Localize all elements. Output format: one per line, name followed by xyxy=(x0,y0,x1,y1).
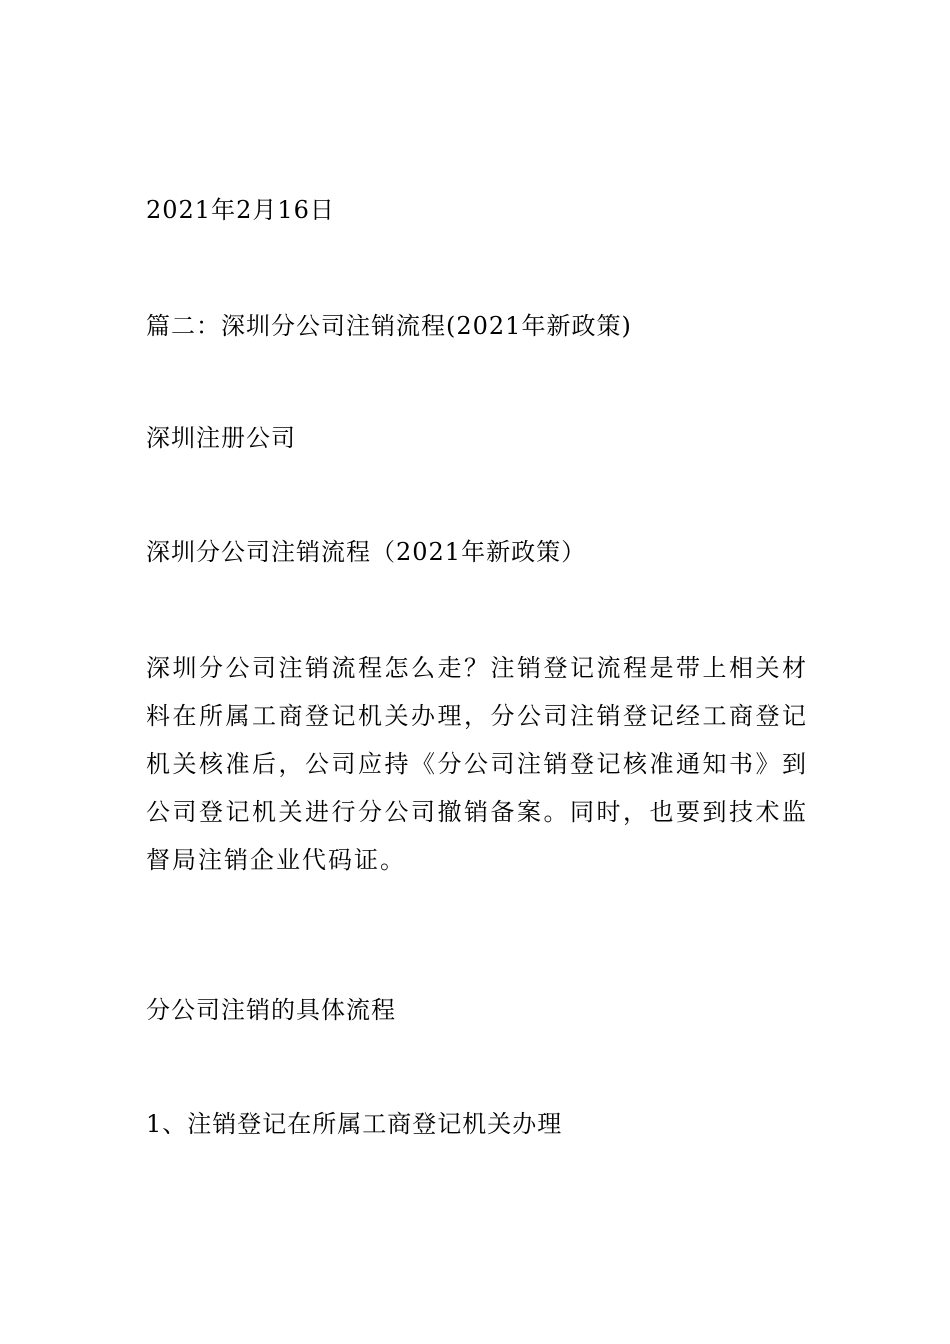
source-line: 深圳注册公司 xyxy=(146,424,296,452)
steps-heading: 分公司注销的具体流程 xyxy=(146,996,396,1024)
section-title: 篇二：深圳分公司注销流程(2021年新政策) xyxy=(146,312,632,340)
intro-paragraph: 深圳分公司注销流程怎么走？注销登记流程是带上相关材料在所属工商登记机关办理，分公司注销登记经工商登记机关核准后，公司应持《分公司注销登记核准通知书》到公司登记机关进行分公司撤销备案。同时，也要到技术监督局注销企业代码证。 xyxy=(146,654,808,874)
step-item-1: 1、注销登记在所属工商登记机关办理 xyxy=(146,1110,563,1138)
article-subtitle: 深圳分公司注销流程（2021年新政策） xyxy=(146,538,587,566)
document-date: 2021年2月16日 xyxy=(146,196,335,224)
